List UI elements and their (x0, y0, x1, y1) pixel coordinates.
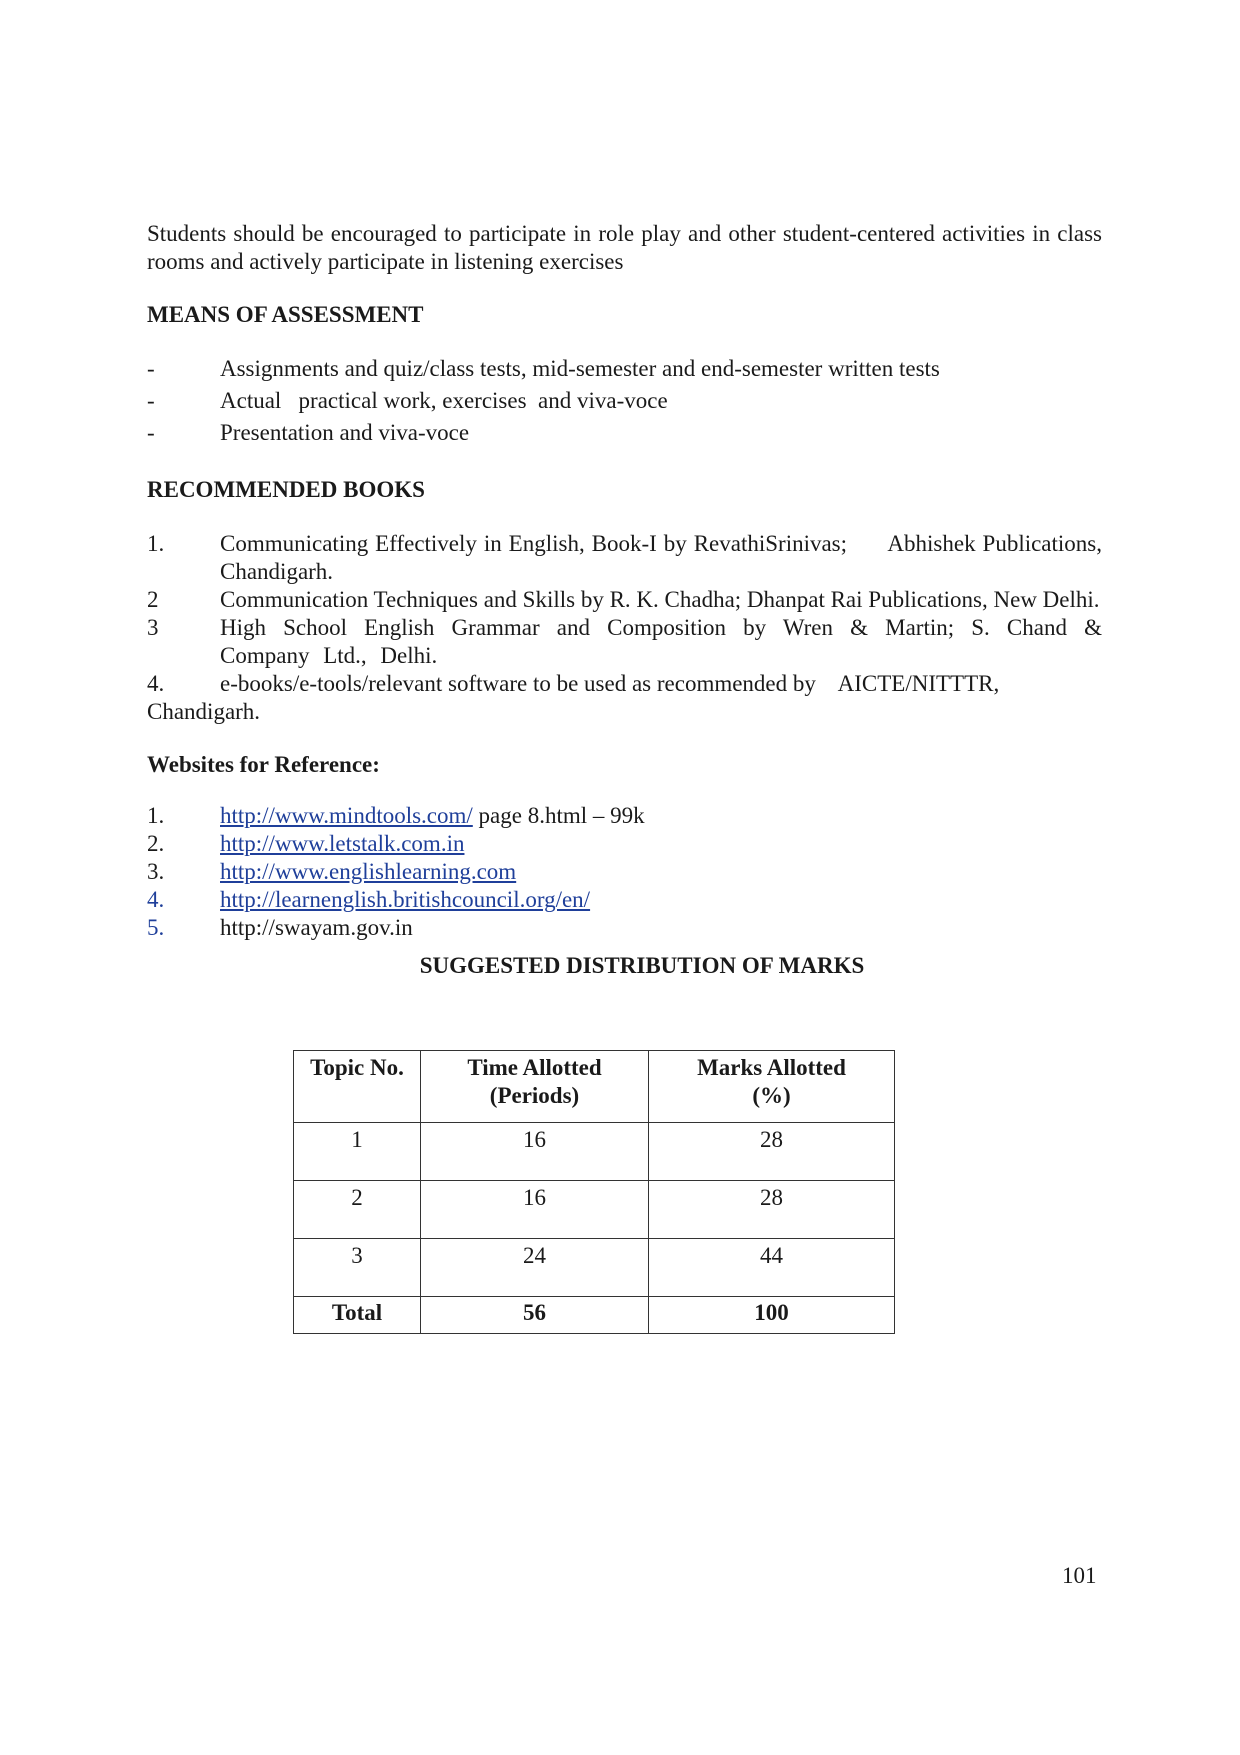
cell-topic: 3 (294, 1239, 421, 1297)
list-number: 4. (147, 671, 165, 696)
books-list (147, 530, 1108, 726)
assessment-heading: MEANS OF ASSESSMENT (147, 302, 424, 327)
list-item (147, 858, 1102, 886)
cell-topic: 1 (294, 1123, 421, 1181)
list-item (147, 353, 1102, 385)
list-bullet: - (147, 420, 155, 445)
list-item (147, 385, 1102, 417)
list-item (147, 417, 1102, 449)
list-item (147, 886, 1102, 914)
list-item (147, 586, 1102, 614)
list-text: Assignments and quiz/class tests, mid-semester and end-semester written tests (220, 356, 940, 381)
cell-total-marks: 100 (649, 1297, 895, 1334)
cell-time: 16 (421, 1123, 649, 1181)
intro-paragraph: Students should be encouraged to participate in role play and other student-centered activities in class rooms and actively participate in listening exercises (147, 221, 1102, 274)
list-item (147, 914, 1102, 942)
list-text: e-books/e-tools/relevant software to be used as recommended by AICTE/NITTTR, Chandigarh. (147, 671, 1005, 724)
link-suffix: page 8.html – 99k (472, 803, 645, 828)
cell-marks: 28 (649, 1123, 895, 1181)
table-row (294, 1123, 895, 1181)
list-number: 1. (147, 803, 165, 828)
cell-total-label: Total (294, 1297, 421, 1334)
website-link-mindtools[interactable]: http://www.mindtools.com/ (220, 803, 473, 828)
assessment-list (147, 353, 1102, 449)
cell-topic: 2 (294, 1181, 421, 1239)
list-item (147, 830, 1102, 858)
list-number: 4. (147, 887, 165, 912)
website-link-englishlearning[interactable]: http://www.englishlearning.com (220, 859, 517, 884)
marks-table-title: SUGGESTED DISTRIBUTION OF MARKS (419, 953, 865, 978)
list-text: Communicating Effectively in English, Book-I by RevathiSrinivas; Abhishek Publications, Chandigarh. (220, 531, 1108, 584)
books-heading: RECOMMENDED BOOKS (147, 477, 425, 502)
list-item (147, 670, 1102, 726)
header-topic: Topic No. (294, 1051, 421, 1123)
table-row (294, 1239, 895, 1297)
list-text: Actual practical work, exercises and viva-voce (220, 388, 668, 413)
marks-distribution-table (293, 1050, 895, 1334)
websites-heading: Websites for Reference: (147, 752, 380, 777)
list-text: Communication Techniques and Skills by R. K. Chadha; Dhanpat Rai Publications, New Delhi. (220, 587, 1100, 612)
list-number: 5. (147, 915, 165, 940)
website-link-letstalk[interactable]: http://www.letstalk.com.in (220, 831, 465, 856)
list-number: 2 (147, 587, 159, 612)
table-header-row (294, 1051, 895, 1123)
cell-time: 16 (421, 1181, 649, 1239)
table-total-row (294, 1297, 895, 1334)
page-number: 101 (1062, 1563, 1097, 1588)
header-marks: Marks Allotted (%) (649, 1051, 895, 1123)
website-link-britishcouncil[interactable]: http://learnenglish.britishcouncil.org/en/ (220, 887, 591, 912)
header-time: Time Allotted (Periods) (421, 1051, 649, 1123)
list-number: 2. (147, 831, 165, 856)
cell-time: 24 (421, 1239, 649, 1297)
cell-total-time: 56 (421, 1297, 649, 1334)
list-item (147, 614, 1102, 670)
list-item (147, 530, 1108, 586)
list-text: Presentation and viva-voce (220, 420, 470, 445)
list-number: 3. (147, 859, 165, 884)
table-row (294, 1181, 895, 1239)
cell-marks: 44 (649, 1239, 895, 1297)
list-bullet: - (147, 388, 155, 413)
list-text: High School English Grammar and Composition by Wren & Martin; S. Chand & Company Ltd., Delhi. (220, 615, 1102, 668)
list-bullet: - (147, 356, 155, 381)
website-text-swayam: http://swayam.gov.in (220, 915, 413, 940)
websites-list (147, 802, 1102, 942)
list-item (147, 802, 1102, 830)
document-body (147, 220, 1108, 1003)
list-number: 1. (147, 531, 165, 556)
list-number: 3 (147, 615, 159, 640)
cell-marks: 28 (649, 1181, 895, 1239)
